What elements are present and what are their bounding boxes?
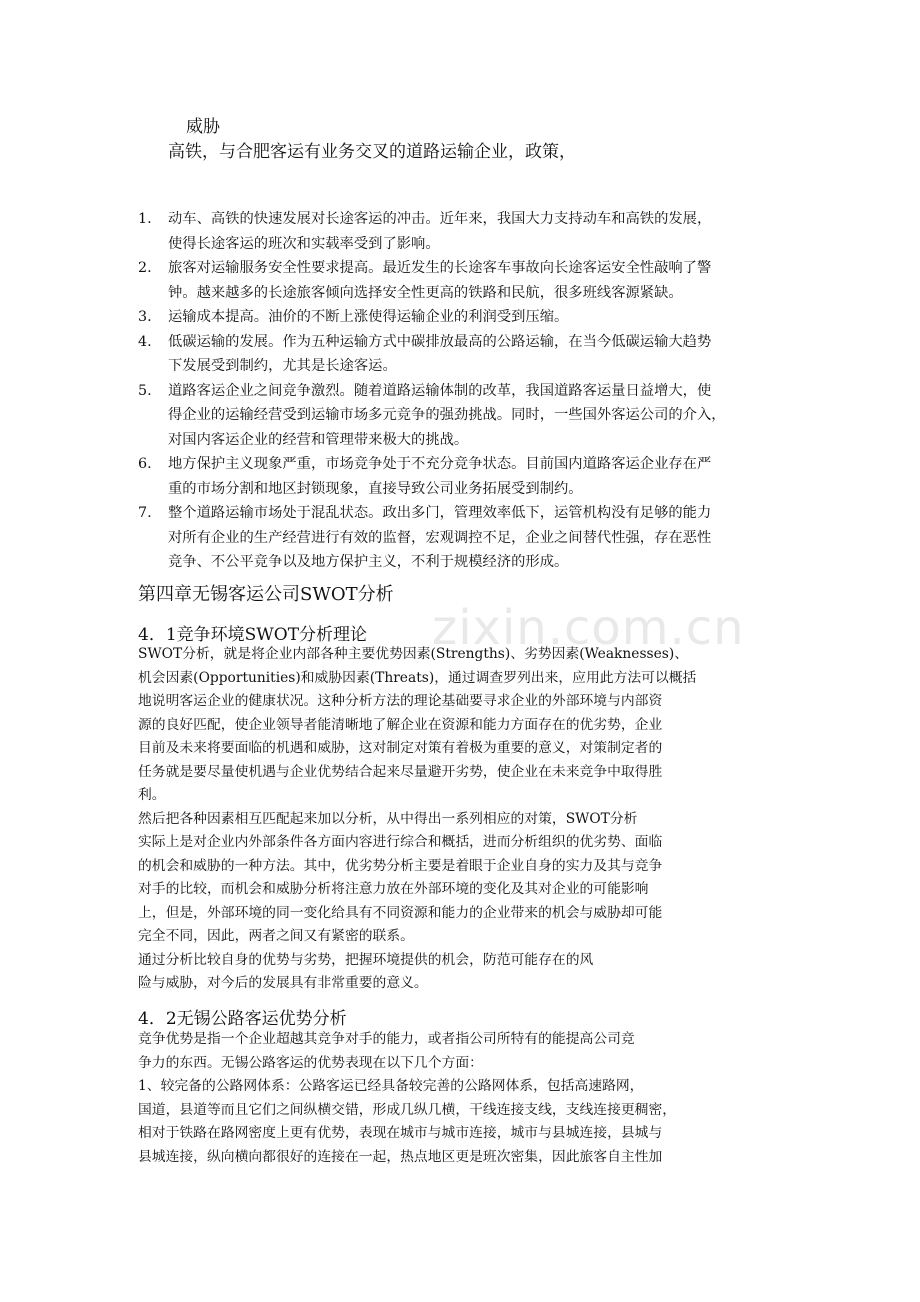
list-number: 7.: [138, 505, 152, 521]
body-line: 上，但是，外部环境的同一变化给具有不同资源和能力的企业带来的机会与威胁却可能: [138, 904, 663, 921]
list-item: [138, 305, 788, 330]
list-line: 整个道路运输市场处于混乱状态。政出多门，管理效率低下，运管机构没有足够的能力: [168, 505, 712, 521]
list-line: 对所有企业的生产经营进行有效的监督，宏观调控不足，企业之间替代性强，存在恶性: [168, 529, 712, 546]
list-line: 地方保护主义现象严重，市场竞争处于不充分竞争状态。目前国内道路客运企业存在严: [168, 456, 712, 472]
list-line: 旅客对运输服务安全性要求提高。最近发生的长途客车事故向长途客运安全性敲响了警: [168, 260, 712, 276]
body-line: 险与威胁，对今后的发展具有非常重要的意义。: [138, 975, 428, 991]
body-line: 争力的东西。无锡公路客运的优势表现在以下几个方面：: [138, 1054, 483, 1071]
body-line: 对手的比较，而机会和威胁分析将注意力放在外部环境的变化及其对企业的可能影响: [138, 881, 649, 897]
section-title: 4．1竞争环境SWOT分析理论: [138, 625, 368, 645]
threat-list: [138, 207, 788, 575]
list-line: 竞争、不公平竞争以及地方保护主义，不利于规模经济的形成。: [168, 554, 569, 570]
body-line: 地说明客运企业的健康状况。这种分析方法的理论基础要寻求企业的外部环境与内部资: [138, 693, 663, 709]
body-line: SWOT分析，就是将企业内部各种主要优势因素(Strengths)、劣势因素(Weaknesses)、: [138, 646, 689, 662]
list-line: 钟。越来越多的长途旅客倾向选择安全性更高的铁路和民航，很多班线客源紧缺。: [168, 284, 683, 301]
list-number: 2.: [138, 260, 152, 276]
list-number: 3.: [138, 309, 152, 325]
list-number: 6.: [138, 456, 152, 472]
list-item: [138, 256, 788, 305]
body-line: 源的良好匹配，使企业领导者能清晰地了解企业在资源和能力方面存在的优劣势，企业: [138, 716, 663, 733]
threat-summary: 高铁，与合肥客运有业务交叉的道路运输企业，政策，: [168, 142, 576, 162]
body-line: 机会因素(Opportunities)和威胁因素(Threats)，通过调查罗列出来，应用此方法可以概括: [138, 669, 697, 686]
body-line: 实际上是对企业内外部条件各方面内容进行综合和概括，进而分析组织的优劣势、面临: [138, 834, 663, 850]
body-line: 目前及未来将要面临的机遇和威胁，这对制定对策有着极为重要的意义，对策制定者的: [138, 740, 663, 756]
list-line: 低碳运输的发展。作为五种运输方式中碳排放最高的公路运输，在当今低碳运输大趋势: [168, 333, 712, 350]
body-line: 利。: [138, 787, 166, 803]
list-line: 重的市场分割和地区封锁现象，直接导致公司业务拓展受到制约。: [168, 480, 583, 497]
list-line: 运输成本提高。油价的不断上涨使得运输企业的利润受到压缩。: [168, 309, 569, 325]
list-item: [138, 501, 788, 575]
threat-heading: 威胁: [186, 117, 220, 137]
section-title: 4．2无锡公路客运优势分析: [138, 1009, 347, 1029]
body-line: 任务就是要尽量使机遇与企业优势结合起来尽量避开劣势，使企业在未来竞争中取得胜: [138, 763, 663, 780]
list-line: 使得长途客运的班次和实载率受到了影响。: [168, 235, 440, 252]
body-line: 国道，县道等而且它们之间纵横交错，形成几纵几横，干线连接支线，支线连接更稠密，: [138, 1101, 677, 1118]
watermark: zixin.com.cn: [432, 600, 745, 656]
body-line: 然后把各种因素相互匹配起来加以分析，从中得出一系列相应的对策，SWOT分析: [138, 810, 638, 827]
list-line: 得企业的运输经营受到运输市场多元竞争的强劲挑战。同时，一些国外客运公司的介入，: [168, 407, 726, 423]
list-item: [138, 452, 788, 501]
body-line: 相对于铁路在路网密度上更有优势，表现在城市与城市连接，城市与县城连接，县城与: [138, 1125, 663, 1141]
list-line: 下发展受到制约，尤其是长途客运。: [168, 358, 397, 374]
body-line: 通过分析比较自身的优势与劣势，把握环境提供的机会，防范可能存在的风: [138, 951, 594, 968]
chapter-title: 第四章无锡客运公司SWOT分析: [138, 584, 394, 605]
body-line: 的机会和威胁的一种方法。其中，优劣势分析主要是着眼于企业自身的实力及其与竞争: [138, 857, 663, 874]
list-number: 4.: [138, 333, 152, 350]
body-line: 竞争优势是指一个企业超越其竞争对手的能力，或者指公司所特有的能提高公司竞: [138, 1031, 635, 1047]
section-body: [138, 1028, 758, 1169]
list-line: 动车、高铁的快速发展对长途客运的冲击。近年来，我国大力支持动车和高铁的发展，: [168, 211, 712, 227]
list-item: [138, 207, 788, 256]
list-item: [138, 379, 788, 453]
body-line: 1、较完备的公路网体系：公路客运已经具备较完善的公路网体系，包括高速路网，: [138, 1078, 644, 1094]
list-line: 道路客运企业之间竞争激烈。随着道路运输体制的改革，我国道路客运量日益增大，使: [168, 382, 712, 399]
list-line: 对国内客运企业的经营和管理带来极大的挑战。: [168, 431, 469, 448]
section-body: [138, 643, 758, 996]
list-number: 1.: [138, 211, 152, 227]
body-line: 完全不同，因此，两者之间又有紧密的联系。: [138, 928, 414, 944]
body-line: 县城连接，纵向横向都很好的连接在一起，热点地区更是班次密集，因此旅客自主性加: [138, 1148, 663, 1165]
list-item: [138, 330, 788, 379]
list-number: 5.: [138, 382, 152, 399]
